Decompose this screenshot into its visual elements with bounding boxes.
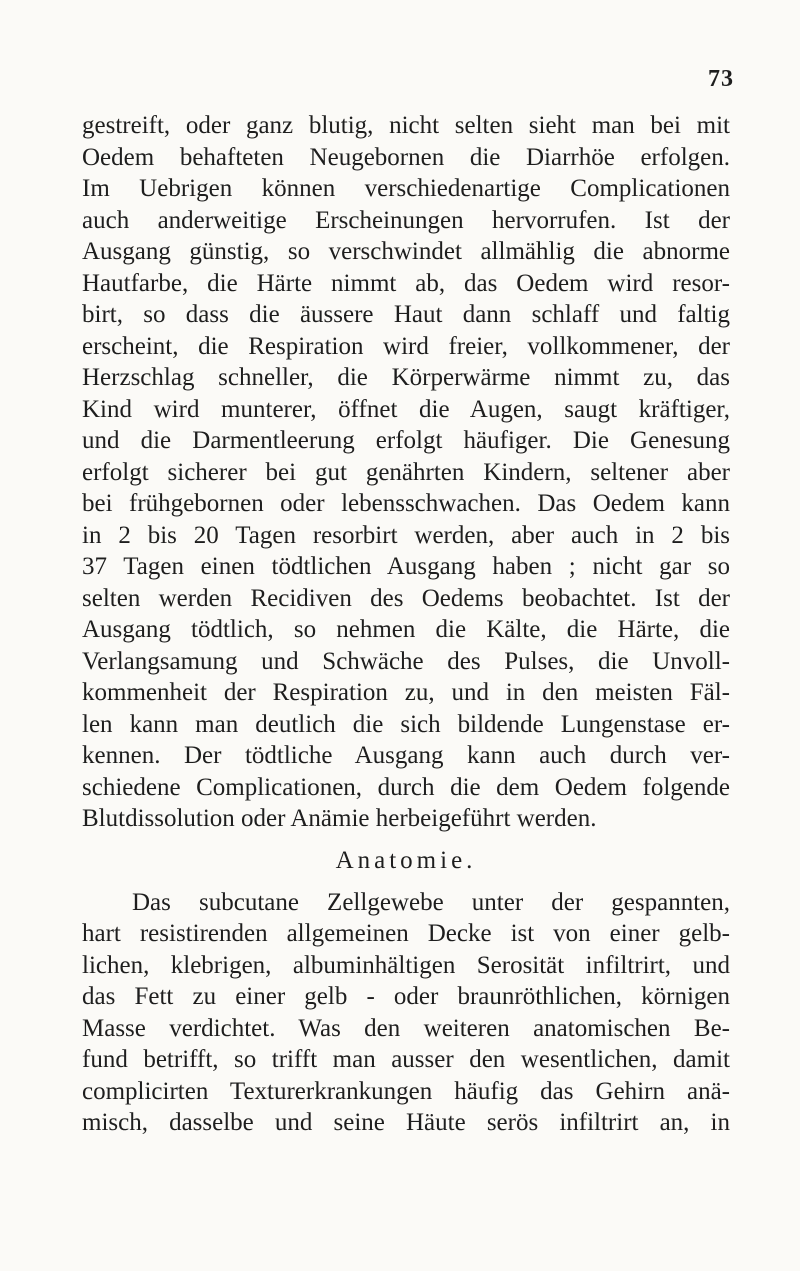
text-line: schiedene Complicationen, durch die dem Oedem folgende (82, 773, 730, 801)
paragraph (82, 110, 730, 835)
text-line: 37 Tagen einen tödtlichen Ausgang haben ; nicht gar so (82, 553, 730, 580)
text-line: Oedem behafteten Neugebornen die Diarrhöe erfolgen. (82, 143, 730, 171)
text-line: len kann man deutlich die sich bildende Lungenstase er- (82, 710, 730, 738)
text-line: Ausgang tödtlich, so nehmen die Kälte, die Härte, die (82, 616, 730, 643)
text-line: Kind wird munterer, öffnet die Augen, saugt kräftiger, (82, 395, 730, 423)
text-line: und die Darmentleerung erfolgt häufiger. Die Genesung (82, 427, 730, 454)
text-line: gestreift, oder ganz blutig, nicht selten sieht man bei mit (82, 112, 730, 139)
text-line: Im Uebrigen können verschiedenartige Complicationen (82, 175, 730, 202)
page-text (82, 110, 730, 1139)
text-line: selten werden Recidiven des Oedems beobachtet. Ist der (82, 584, 730, 612)
section-heading: Anatomie. (335, 846, 477, 874)
text-line: complicirten Texturerkrankungen häufig das Gehirn anä- (82, 1077, 730, 1105)
text-line: auch anderweitige Erscheinungen hervorrufen. Ist der (82, 206, 730, 234)
text-line: lichen, klebrigen, albuminhältigen Serosität infiltrirt, und (82, 951, 730, 979)
text-line: bei frühgebornen oder lebensschwachen. Das Oedem kann (82, 490, 730, 517)
text-line: Blutdissolution oder Anämie herbeigeführt werden. (82, 805, 597, 832)
text-line: kennen. Der tödtliche Ausgang kann auch durch ver- (82, 742, 730, 769)
page-number: 73 (708, 66, 734, 92)
text-line: birt, so dass die äussere Haut dann schlaff und faltig (82, 301, 730, 328)
paragraph (82, 887, 730, 1139)
text-line: misch, dasselbe und seine Häute serös infiltrirt an, in (82, 1109, 730, 1136)
text-line: Herzschlag schneller, die Körperwärme nimmt zu, das (82, 364, 730, 391)
text-line: Masse verdichtet. Was den weiteren anatomischen Be- (82, 1014, 730, 1042)
text-line: Verlangsamung und Schwäche des Pulses, die Unvoll- (82, 647, 730, 675)
text-line: kommenheit der Respiration zu, und in den meisten Fäl- (82, 679, 730, 706)
text-line: erfolgt sicherer bei gut genährten Kindern, seltener aber (82, 458, 730, 486)
text-line: fund betrifft, so trifft man ausser den wesentlichen, damit (82, 1046, 730, 1073)
text-line: erscheint, die Respiration wird freier, vollkommener, der (82, 332, 730, 360)
text-line: Hautfarbe, die Härte nimmt ab, das Oedem wird resor- (82, 269, 730, 297)
text-line: das Fett zu einer gelb - oder braunröthlichen, körnigen (82, 983, 730, 1010)
text-line: Das subcutane Zellgewebe unter der gespannten, (132, 888, 730, 916)
text-line: Ausgang günstig, so verschwindet allmählig die abnorme (82, 238, 730, 265)
text-line: hart resistirenden allgemeinen Decke ist von einer gelb- (82, 920, 730, 947)
text-line: in 2 bis 20 Tagen resorbirt werden, aber auch in 2 bis (82, 521, 730, 549)
